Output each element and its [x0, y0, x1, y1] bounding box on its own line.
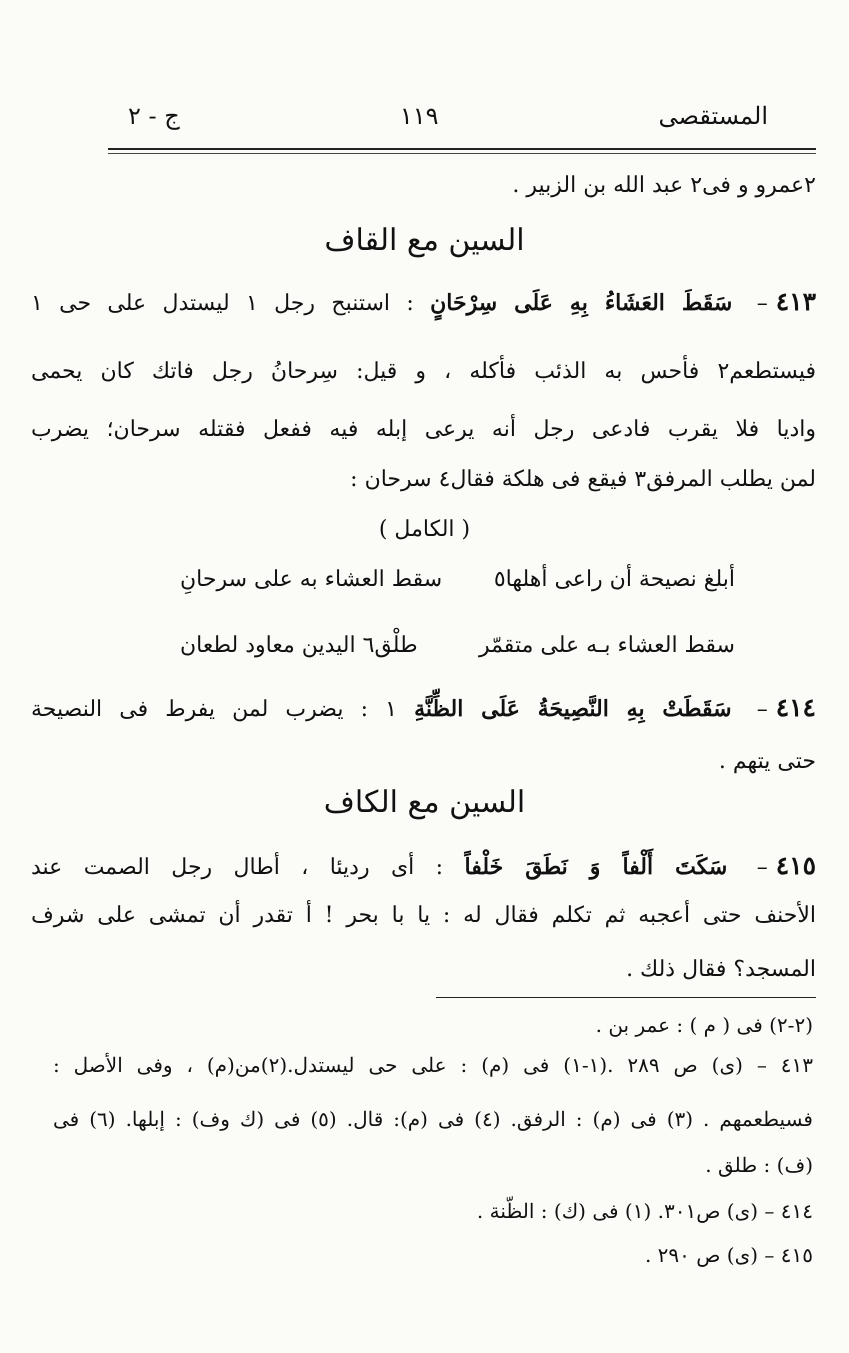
- entry-text: : أى رديئا ، أطال رجل الصمت عند: [31, 855, 444, 880]
- footnote-prev: (٢-٢) فى ( م ) : عمر بن .: [595, 1013, 813, 1037]
- entry-text: ١ : يضرب لمن يفرط فى النصيحة: [31, 697, 397, 722]
- running-header: [128, 96, 768, 136]
- entry-415-line-2: الأحنف حتى أعجبه ثم تكلم فقال له : يا با بحر ! أ تقدر أن تمشى على شرف: [31, 903, 816, 928]
- entry-number: ٤١٤: [775, 693, 816, 722]
- verse-2-first-hemistich: سقط العشاء بـه على متقمّر: [478, 633, 735, 658]
- header-title: المستقصى: [658, 102, 768, 130]
- verse-2: [180, 626, 735, 666]
- entry-413-line-1: ٤١٣– سَقَطَ العَشَاءُ بِهِ عَلَى سِرْحَانٍ : استنبح رجل ١ ليستدل على حى ١: [31, 287, 816, 316]
- footnote-415: ٤١٥ – (ى) ص ٢٩٠ .: [644, 1243, 813, 1267]
- header-rule: [108, 148, 816, 150]
- entry-413-line-2: فيستطعم٢ فأحس به الذئب فأكله ، و قيل: سِرحانُ رجل فاتك كان يحمى: [31, 359, 816, 384]
- footnote-413-line-3: (ف) : طلق .: [705, 1153, 813, 1177]
- footnote-413-line-1: ٤١٣ – (ى) ص ٢٨٩ .(١-١) فى (م) : على حى ليستدل.(٢)من(م) ، وفى الأصل :: [53, 1053, 813, 1077]
- footnote-rule: [436, 997, 816, 998]
- footnote-413-line-2: فسيطعمهم . (٣) فى (م) : الرفق. (٤) فى (م): قال. (٥) فى (ك وف) : إبلها. (٦) فى: [53, 1107, 813, 1131]
- section-title-kaf: السين مع الكاف: [323, 785, 526, 820]
- carryover-line: ۲عمرو و فی۲ عبد الله بن الزبير .: [512, 173, 816, 198]
- section-title-qaf: السين مع القاف: [324, 223, 525, 258]
- entry-text: : استنبح رجل ١ ليستدل على حى ١: [31, 291, 414, 316]
- verse-2-second-hemistich: طلْق٦ اليدين معاود لطعان: [180, 633, 418, 658]
- entry-415-line-1: ٤١٥– سَكَتَ أَلْفاً وَ نَطَقَ خَلْفاً : أى رديئا ، أطال رجل الصمت عند: [31, 851, 816, 880]
- entry-413-line-3: واديا فلا يقرب فادعى رجل أنه يرعى إبله فيه ففعل فقتله سرحان؛ يضرب: [31, 417, 816, 442]
- entry-413-line-4: لمن يطلب المرفق٣ فيقع فى هلكة فقال٤ سرحان :: [350, 467, 816, 492]
- entry-414-line-2: حتى يتهم .: [718, 749, 816, 774]
- verse-1: [180, 560, 735, 600]
- entry-415-line-3: المسجد؟ فقال ذلك .: [626, 957, 816, 982]
- proverb-text: سَقَطَ العَشَاءُ بِهِ عَلَى سِرْحَانٍ: [430, 290, 733, 316]
- entry-number: ٤١٣: [775, 287, 816, 316]
- page-number: ١١٩: [399, 102, 439, 130]
- volume-label: ج - ٢: [128, 102, 180, 130]
- entry-number: ٤١٥: [775, 851, 816, 880]
- entry-414-line-1: ٤١٤– سَقَطَتْ بِهِ النَّصِيحَةُ عَلَى الظِّنَّةِ ١ : يضرب لمن يفرط فى النصيحة: [31, 693, 816, 722]
- proverb-text: سَكَتَ أَلْفاً وَ نَطَقَ خَلْفاً: [464, 854, 728, 880]
- proverb-text: سَقَطَتْ بِهِ النَّصِيحَةُ عَلَى الظِّنَّةِ: [414, 696, 732, 722]
- header-rule-thin: [108, 153, 816, 154]
- verse-1-first-hemistich: أبلغ نصيحة أن راعى أهلها٥: [493, 567, 735, 592]
- verse-1-second-hemistich: سقط العشاء به على سرحانِ: [180, 567, 443, 592]
- poetic-meter-label: ( الكامل ): [378, 517, 471, 542]
- footnote-414: ٤١٤ – (ى) ص٣٠١. (١) فى (ك) : الظّنة .: [476, 1199, 813, 1223]
